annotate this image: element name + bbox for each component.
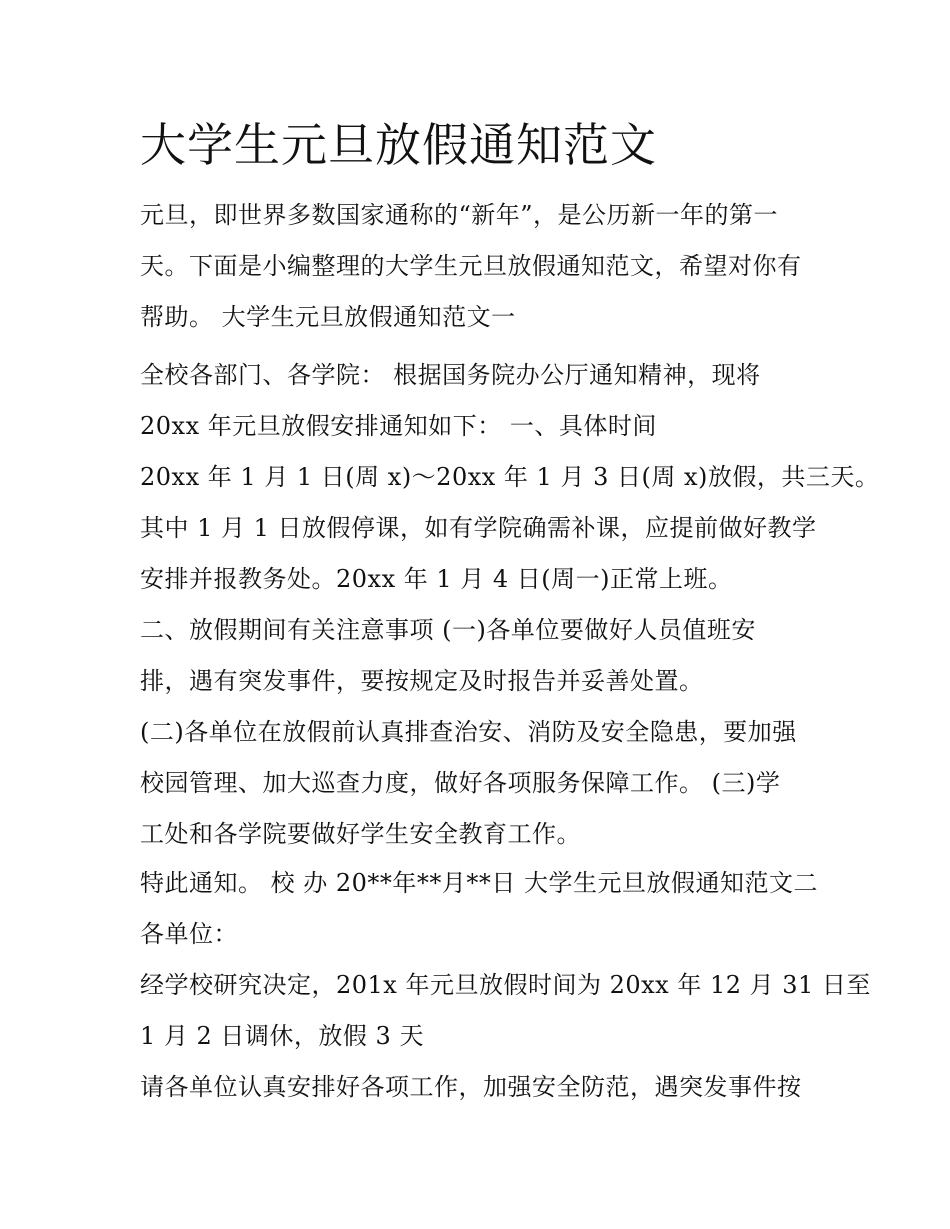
body-line: 校园管理、加大巡查力度，做好各项服务保障工作。 (三)学 (140, 769, 781, 797)
body-line: 20xx 年 1 月 1 日(周 x)～20xx 年 1 月 3 日(周 x)放假，共三天。 (140, 463, 880, 491)
body-line: 20xx 年元旦放假安排通知如下： 一、具体时间 (140, 412, 657, 440)
body-line: (二)各单位在放假前认真排查治安、消防及安全隐患，要加强 (140, 718, 797, 746)
body-line: 1 月 2 日调休，放假 3 天 (140, 1022, 424, 1050)
body-line: 二、放假期间有关注意事项 (一)各单位要做好人员值班安 (140, 616, 756, 644)
body-line: 帮助。 大学生元旦放假通知范文一 (140, 303, 516, 331)
body-line: 全校各部门、各学院： 根据国务院办公厅通知精神，现将 (140, 361, 761, 389)
body-line: 安排并报教务处。20xx 年 1 月 4 日(周一)正常上班。 (140, 565, 733, 593)
body-line: 各单位： (140, 920, 238, 948)
body-line: 其中 1 月 1 日放假停课，如有学院确需补课，应提前做好教学 (140, 514, 817, 542)
body-line: 天。下面是小编整理的大学生元旦放假通知范文，希望对你有 (140, 252, 802, 280)
body-line: 请各单位认真安排好各项工作，加强安全防范，遇突发事件按 (140, 1073, 802, 1101)
body-line: 特此通知。 校 办 20**年**月**日 大学生元旦放假通知范文二 (140, 869, 819, 897)
body-line: 元旦，即世界多数国家通称的“新年”，是公历新一年的第一 (140, 201, 779, 229)
body-line: 排，遇有突发事件，要按规定及时报告并妥善处置。 (140, 667, 704, 695)
body-line: 经学校研究决定，201x 年元旦放假时间为 20xx 年 12 月 31 日至 (140, 971, 871, 999)
body-line: 工处和各学院要做好学生安全教育工作。 (140, 820, 581, 848)
document-title: 大学生元旦放假通知范文 (140, 118, 657, 172)
